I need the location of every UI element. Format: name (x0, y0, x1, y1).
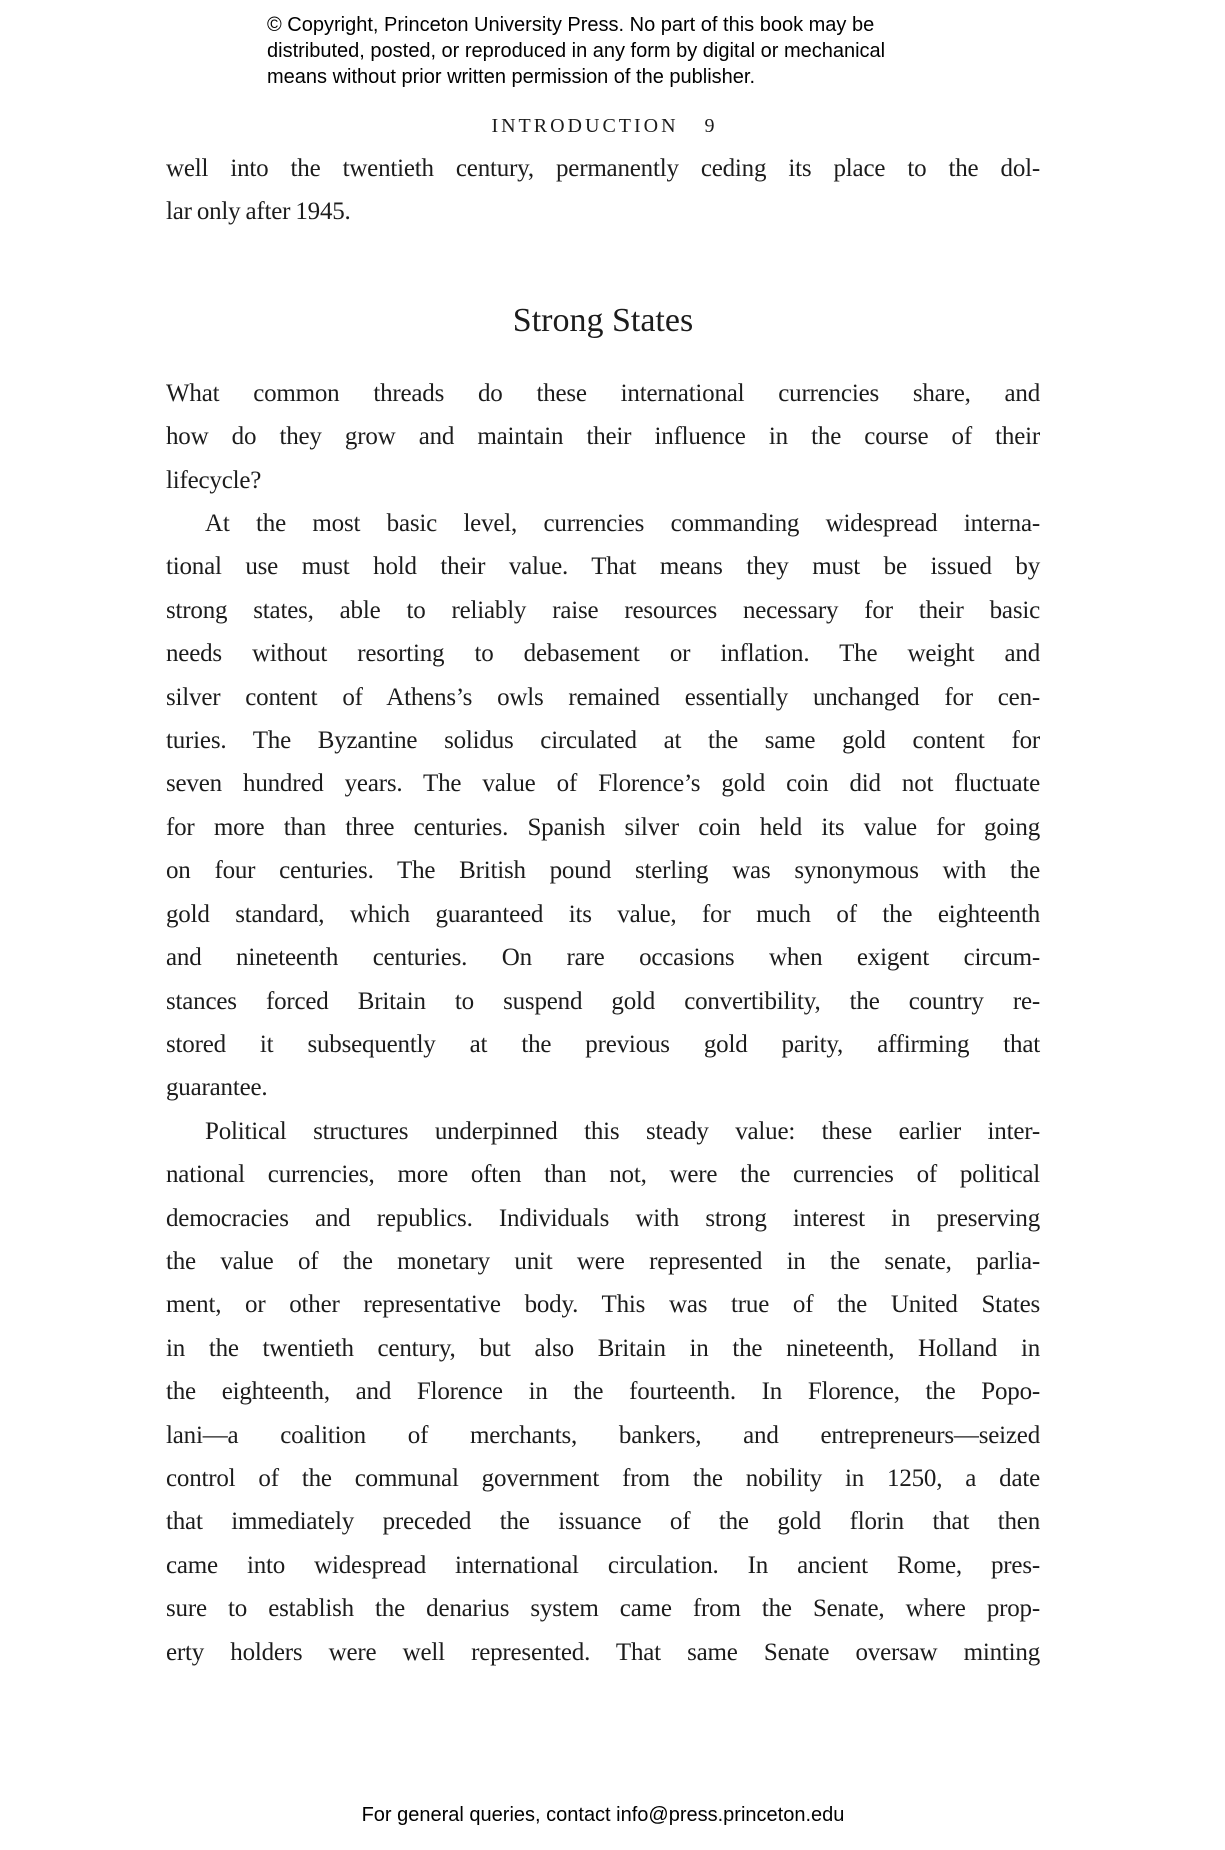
footer-contact: For general queries, contact info@press.princeton.edu (361, 1804, 845, 1826)
text-line: well into the twentieth century, permanently ceding its place to the dol- (166, 155, 1040, 182)
text-line: sure to establish the denarius system came from the Senate, where prop- (166, 1595, 1040, 1623)
page-number: 9 (704, 115, 715, 137)
text-line: stances forced Britain to suspend gold convertibility, the country re- (166, 987, 1040, 1015)
text-line: silver content of Athens’s owls remained essentially unchanged for cen- (166, 683, 1040, 711)
text-line: turies. The Byzantine solidus circulated at the same gold content for (166, 727, 1040, 755)
text-line: lifecycle? (166, 466, 262, 494)
text-line: Political structures underpinned this steady value: these earlier inter- (205, 1117, 1040, 1145)
text-line: came into widespread international circulation. In ancient Rome, pres- (166, 1551, 1040, 1579)
text-line: and nineteenth centuries. On rare occasions when exigent circum- (166, 944, 1040, 972)
text-line: lani—a coalition of merchants, bankers, and entrepreneurs—seized (166, 1421, 1040, 1449)
text-line: how do they grow and maintain their influence in the course of their (166, 423, 1040, 451)
copyright-line: means without prior written permission of the publisher. (267, 66, 756, 88)
text-line: democracies and republics. Individuals with strong interest in preserving (166, 1204, 1040, 1232)
text-line: needs without resorting to debasement or inflation. The weight and (166, 640, 1040, 668)
text-line: What common threads do these international currencies share, and (166, 379, 1040, 407)
text-line: national currencies, more often than not, were the currencies of political (166, 1161, 1040, 1189)
running-head-title: INTRODUCTION (491, 115, 679, 137)
text-line: gold standard, which guaranteed its value, for much of the eighteenth (166, 900, 1040, 928)
copyright-line: © Copyright, Princeton University Press. No part of this book may be (267, 14, 875, 36)
text-line: erty holders were well represented. That same Senate oversaw minting (166, 1638, 1040, 1666)
text-line: guarantee. (166, 1074, 268, 1102)
text-line: tional use must hold their value. That means they must be issued by (166, 553, 1040, 581)
text-line: in the twentieth century, but also Britain in the nineteenth, Holland in (166, 1334, 1040, 1362)
text-line: the value of the monetary unit were represented in the senate, parlia- (166, 1247, 1040, 1275)
text-line: seven hundred years. The value of Florence’s gold coin did not fluctuate (166, 770, 1040, 798)
text-line: that immediately preceded the issuance of the gold florin that then (166, 1508, 1040, 1536)
text-line: on four centuries. The British pound sterling was synonymous with the (166, 857, 1040, 885)
copyright-line: distributed, posted, or reproduced in any form by digital or mechanical (267, 40, 886, 62)
paragraph-political-structures (166, 1110, 1040, 1674)
body-text (166, 147, 1040, 1674)
copyright-notice (267, 12, 885, 90)
running-head (166, 113, 1040, 139)
text-line: stored it subsequently at the previous gold parity, affirming that (166, 1030, 1040, 1058)
paragraph-continuation (166, 147, 1040, 234)
text-line: strong states, able to reliably raise resources necessary for their basic (166, 596, 1040, 624)
text-line: control of the communal government from the nobility in 1250, a date (166, 1464, 1040, 1492)
text-line: the eighteenth, and Florence in the fourteenth. In Florence, the Popo- (166, 1378, 1040, 1406)
text-line: lar only after 1945. (166, 198, 351, 226)
text-line: At the most basic level, currencies commanding widespread interna- (205, 510, 1040, 538)
paragraph-common-threads (166, 372, 1040, 502)
section-heading: Strong States (512, 301, 694, 339)
text-line: ment, or other representative body. This was true of the United States (166, 1291, 1040, 1319)
paragraph-hold-value (166, 502, 1040, 1110)
text-line: for more than three centuries. Spanish silver coin held its value for going (166, 813, 1040, 841)
